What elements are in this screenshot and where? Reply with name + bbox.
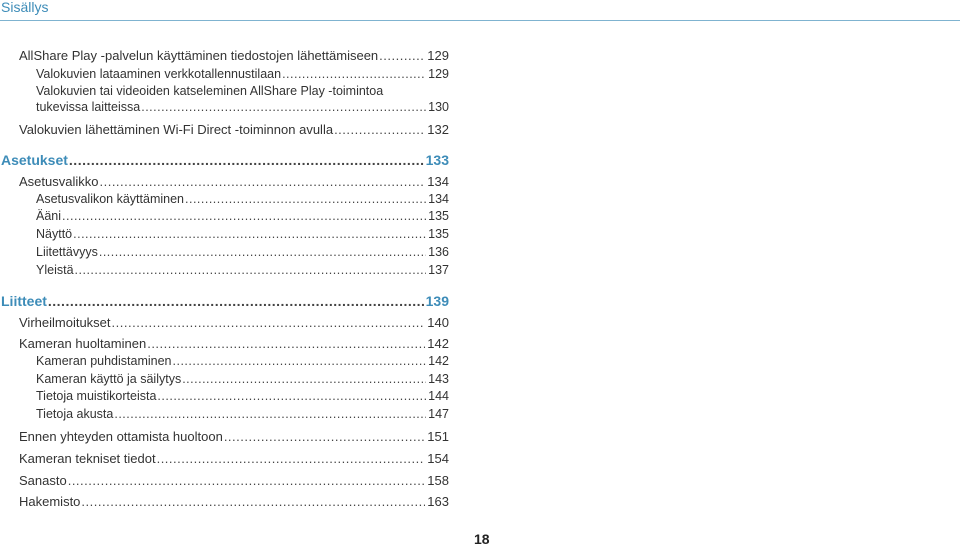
toc-entry-label: Ääni	[36, 209, 62, 223]
toc-entry-page: 158	[427, 473, 449, 488]
toc-section-asetukset[interactable]	[1, 152, 449, 168]
toc-entry-kayttoja-sailytys[interactable]	[36, 372, 449, 386]
toc-entry-wifi-direct[interactable]	[19, 122, 449, 137]
dot-leader	[334, 122, 425, 137]
toc-entry-page: 136	[428, 245, 449, 259]
dot-leader	[62, 209, 426, 223]
toc-entry-page: 154	[427, 451, 449, 466]
toc-entry-page: 137	[428, 263, 449, 277]
dot-leader	[73, 227, 426, 241]
toc-entry-label: Hakemisto	[19, 494, 81, 509]
toc-entry-page: 143	[428, 372, 449, 386]
toc-entry-label: Yleistä	[36, 263, 74, 277]
dot-leader	[157, 451, 426, 466]
toc-section-label: Asetukset	[1, 152, 68, 168]
toc-entry-label: Tietoja akusta	[36, 407, 114, 421]
toc-entry-label: Näyttö	[36, 227, 73, 241]
dot-leader	[75, 263, 427, 277]
toc-entry-akku[interactable]	[36, 407, 449, 421]
toc-entry-page: 134	[427, 174, 449, 189]
toc-entry-sanasto[interactable]	[19, 473, 449, 488]
toc-entry-kameran-huoltaminen[interactable]	[19, 336, 449, 351]
dot-leader	[147, 336, 425, 351]
toc-entry-page: 129	[428, 67, 449, 81]
dot-leader	[114, 407, 426, 421]
toc-entry-naytto[interactable]	[36, 227, 449, 241]
toc-entry-page: 140	[427, 315, 449, 330]
toc-entry-virheilmoitukset[interactable]	[19, 315, 449, 330]
toc-entry-muistikortit[interactable]	[36, 389, 449, 403]
toc-entry-verkkotallennustila[interactable]	[36, 67, 449, 81]
dot-leader	[68, 473, 426, 488]
dot-leader	[379, 48, 425, 63]
dot-leader	[99, 245, 426, 259]
toc-entry-label: Kameran huoltaminen	[19, 336, 147, 351]
toc-entry-label: tukevissa laitteissa	[36, 100, 141, 114]
dot-leader	[224, 429, 425, 444]
toc-entry-page: 135	[428, 227, 449, 241]
toc-entry-label: Tietoja muistikorteista	[36, 389, 157, 403]
toc-entry-page: 130	[428, 100, 449, 114]
toc-entry-label: Asetusvalikon käyttäminen	[36, 192, 184, 206]
dot-leader	[112, 315, 426, 330]
toc-entry-page: 142	[427, 336, 449, 351]
toc-entry-liitettavyys[interactable]	[36, 245, 449, 259]
dot-leader	[48, 293, 424, 309]
dot-leader	[282, 67, 426, 81]
toc-entry-hakemisto[interactable]	[19, 494, 449, 509]
toc-entry-label: Kameran puhdistaminen	[36, 354, 172, 368]
toc-entry-asetusvalikko[interactable]	[19, 174, 449, 189]
toc-entry-label: Liitettävyys	[36, 245, 98, 259]
toc-entry-page: 151	[427, 429, 449, 444]
toc-entry-label: Valokuvien lähettäminen Wi-Fi Direct -toiminnon avulla	[19, 122, 334, 137]
toc-entry-aani[interactable]	[36, 209, 449, 223]
toc-entry-allshare-play[interactable]	[19, 48, 449, 63]
dot-leader	[182, 372, 426, 386]
toc-entry-label: Kameran tekniset tiedot	[19, 451, 156, 466]
toc-entry-label: Virheilmoitukset	[19, 315, 111, 330]
page-number: 18	[474, 531, 490, 547]
toc-entry-page: 163	[427, 494, 449, 509]
toc-entry-label: Asetusvalikko	[19, 174, 99, 189]
toc-entry-page: 134	[428, 192, 449, 206]
toc-entry-yleista[interactable]	[36, 263, 449, 277]
dot-leader	[157, 389, 426, 403]
toc-entry-page: 132	[427, 122, 449, 137]
toc-entry-huolto[interactable]	[19, 429, 449, 444]
toc-entry-label-line1: Valokuvien tai videoiden katseleminen AllShare Play -toimintoa	[36, 84, 384, 98]
toc-entry-label: Ennen yhteyden ottamista huoltoon	[19, 429, 223, 444]
dot-leader	[173, 354, 427, 368]
header-title: Sisällys	[1, 0, 49, 15]
toc-entry-katseleminen-line1[interactable]	[36, 84, 449, 98]
toc-section-page: 133	[425, 152, 449, 168]
toc-entry-tekniset-tiedot[interactable]	[19, 451, 449, 466]
dot-leader	[141, 100, 426, 114]
toc-entry-label: Sanasto	[19, 473, 67, 488]
toc-entry-page: 129	[427, 48, 449, 63]
toc-entry-katseleminen[interactable]	[36, 100, 449, 114]
toc-section-label: Liitteet	[1, 293, 47, 309]
toc-entry-asetusvalikon-kayttaminen[interactable]	[36, 192, 449, 206]
toc-entry-page: 142	[428, 354, 449, 368]
toc-entry-label: AllShare Play -palvelun käyttäminen tiedostojen lähettämiseen	[19, 48, 379, 63]
toc-section-liitteet[interactable]	[1, 293, 449, 309]
toc-entry-kameran-puhdistaminen[interactable]	[36, 354, 449, 368]
dot-leader	[69, 152, 424, 168]
toc-entry-label: Valokuvien lataaminen verkkotallennustilaan	[36, 67, 282, 81]
dot-leader	[99, 174, 425, 189]
toc-entry-label: Kameran käyttö ja säilytys	[36, 372, 182, 386]
toc-entry-page: 144	[428, 389, 449, 403]
toc-entry-page: 135	[428, 209, 449, 223]
dot-leader	[81, 494, 425, 509]
toc-entry-page: 147	[428, 407, 449, 421]
toc-section-page: 139	[425, 293, 449, 309]
dot-leader	[185, 192, 426, 206]
